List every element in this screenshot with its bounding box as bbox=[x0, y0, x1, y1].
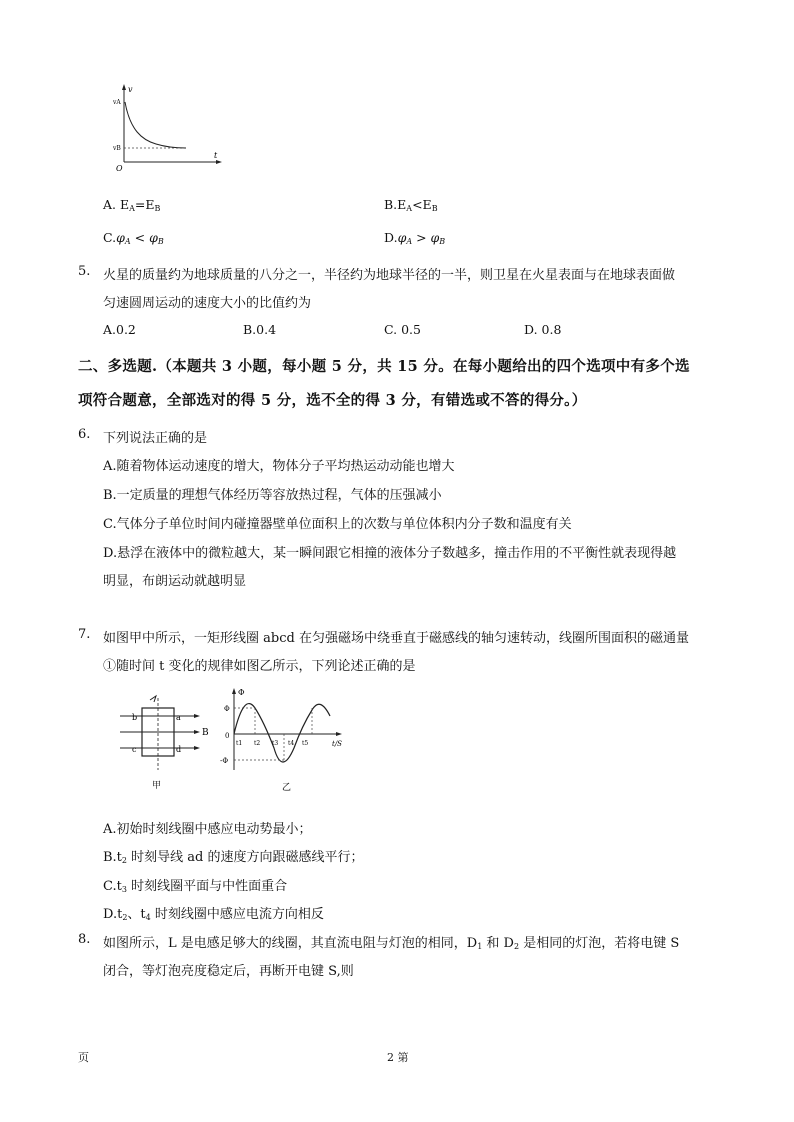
option-c: $C.\varphi_A < \varphi_B$ bbox=[103, 230, 164, 246]
q7-number: 7. bbox=[78, 627, 91, 642]
q7-option-a: A.初始时刻线圈中感应电动势最小； bbox=[103, 822, 312, 837]
q7-option-c: $C.t_3$ 时刻线圈平面与中性面重合 bbox=[103, 879, 288, 894]
va-label: vA bbox=[113, 99, 121, 106]
option-d: $D.\varphi_A > \varphi_B$ bbox=[384, 230, 446, 246]
t1-label: t1 bbox=[236, 740, 243, 747]
t5-label: t5 bbox=[302, 740, 309, 747]
q6-number: 6. bbox=[78, 427, 91, 442]
option-b: $B.E_A<E_B$ bbox=[384, 197, 438, 213]
phi-min-label: -Φ bbox=[220, 757, 229, 765]
q6-option-c: C.气体分子单位时间内碰撞器壁单位面积上的次数与单位体积内分子数和温度有关 bbox=[103, 517, 572, 532]
section-heading-line2: 项符合题意，全部选对的得 5 分，选不全的得 3 分，有错选或不答的得分。） bbox=[78, 392, 587, 409]
vb-label: vB bbox=[113, 145, 121, 152]
coil-label-c: c bbox=[132, 745, 137, 754]
phi-axis-label: Φ bbox=[238, 688, 245, 697]
coil-label-a: a bbox=[176, 713, 181, 722]
footer-left: 页 bbox=[78, 1051, 89, 1064]
q5-number: 5. bbox=[78, 264, 91, 279]
q8-stem-line1: 如图所示，L 是电感足够大的线圈，其直流电阻与灯泡的相同，$D_1$ 和 $D_2$ 是相同的灯泡，若将电键 S bbox=[103, 936, 680, 951]
t-axis-label: t bbox=[214, 151, 218, 160]
t-axis-label: t/S bbox=[332, 740, 342, 748]
q7-option-d: $D.t_2$、$t_4$ 时刻线圈中感应电流方向相反 bbox=[103, 907, 324, 922]
q5-stem-line2: 匀速圆周运动的速度大小的比值约为 bbox=[103, 296, 312, 311]
q6-option-d-line1: D.悬浮在液体中的微粒越大，某一瞬间跟它相撞的液体分子数越多，撞击作用的不平衡性就表现得越 bbox=[103, 546, 677, 561]
q7-stem-line2: ①随时间 t 变化的规律如图乙所示，下列论述正确的是 bbox=[103, 659, 416, 674]
coil-in-field-figure bbox=[112, 688, 222, 794]
q5-option-d: D. 0.8 bbox=[524, 322, 562, 337]
t4-label: t4 bbox=[288, 740, 295, 747]
q7-stem-line1: 如图甲中所示，一矩形线圈 abcd 在匀强磁场中绕垂直于磁感线的轴匀速转动，线圈所围面积的磁通量 bbox=[103, 631, 689, 646]
v-axis-label: v bbox=[128, 85, 133, 94]
coil-label-d: d bbox=[176, 745, 182, 754]
flux-time-graph bbox=[222, 686, 352, 796]
q6-option-a: A.随着物体运动速度的增大，物体分子平均热运动动能也增大 bbox=[103, 459, 455, 474]
zero-label: 0 bbox=[225, 732, 230, 740]
q5-option-a: A.0.2 bbox=[103, 322, 136, 337]
figure-yi-caption: 乙 bbox=[282, 783, 292, 793]
section-heading-line1: 二、多选题.（本题共 3 小题，每小题 5 分，共 15 分。在每小题给出的四个选项中有多个选 bbox=[78, 358, 690, 375]
coil-label-b: b bbox=[132, 713, 138, 722]
phi-max-label: Φ bbox=[224, 705, 230, 713]
option-a: A. $E_A=E_B$ bbox=[103, 197, 161, 213]
q5-stem-line1: 火星的质量约为地球质量的八分之一，半径约为地球半径的一半，则卫星在火星表面与在地球表面做 bbox=[103, 268, 676, 283]
q5-option-c: C. 0.5 bbox=[384, 322, 421, 337]
q6-option-d-line2: 明显，布朗运动就越明显 bbox=[103, 574, 247, 589]
t3-label: t3 bbox=[272, 740, 279, 747]
figure-jia-caption: 甲 bbox=[152, 781, 162, 791]
field-label-B: B bbox=[202, 728, 209, 738]
velocity-time-graph bbox=[108, 82, 228, 174]
q8-stem-line2: 闭合，等灯泡亮度稳定后，再断开电键 S,则 bbox=[103, 964, 354, 979]
q5-option-b: B.0.4 bbox=[243, 322, 277, 337]
q7-option-b: $B.t_2$ 时刻导线 ad 的速度方向跟磁感线平行； bbox=[103, 850, 364, 865]
origin-label: O bbox=[116, 164, 123, 173]
q6-stem: 下列说法正确的是 bbox=[103, 431, 208, 446]
q6-option-b: B.一定质量的理想气体经历等容放热过程，气体的压强减小 bbox=[103, 488, 442, 503]
footer-page-number: 2 第 bbox=[387, 1051, 409, 1064]
q8-number: 8. bbox=[78, 932, 91, 947]
t2-label: t2 bbox=[254, 740, 261, 747]
